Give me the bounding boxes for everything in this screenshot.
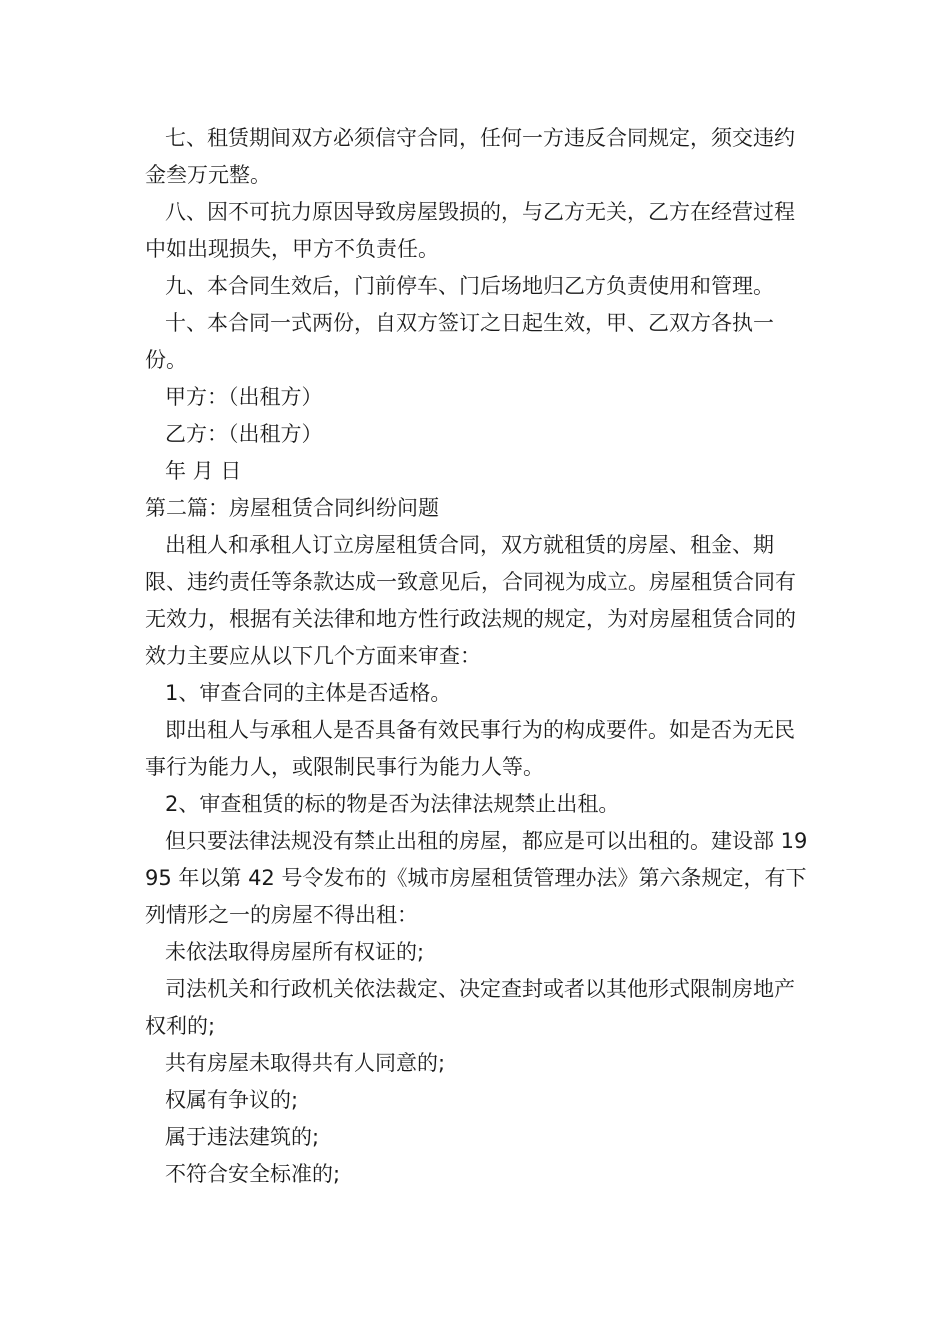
paragraph-point-2: 2、审查租赁的标的物是否为法律法规禁止出租。	[165, 792, 620, 816]
paragraph-point-1-detail: 即出租人与承租人是否具备有效民事行为的构成要件。如是否为无民事行为能力人，或限制民事行为能力人等。	[145, 718, 795, 779]
list-item: 属于违法建筑的;	[165, 1125, 320, 1149]
signature-party-b: 乙方：（出租方）	[165, 422, 323, 446]
list-item: 不符合安全标准的;	[165, 1162, 341, 1186]
document-body	[145, 120, 810, 1193]
paragraph-intro: 出租人和承租人订立房屋租赁合同，双方就租赁的房屋、租金、期限、违约责任等条款达成一致意见后，合同视为成立。房屋租赁合同有无效力，根据有关法律和地方性行政法规的规定，为对房屋租赁合同的效力主要应从以下几个方面来审查：	[145, 533, 796, 668]
signature-party-a: 甲方：（出租方）	[165, 385, 323, 409]
signature-date: 年 月 日	[165, 459, 242, 483]
list-item: 司法机关和行政机关依法裁定、决定查封或者以其他形式限制房地产权利的;	[145, 977, 795, 1038]
paragraph-point-2-detail: 但只要法律法规没有禁止出租的房屋，都应是可以出租的。建设部 1995 年以第 42 号令发布的《城市房屋租赁管理办法》第六条规定，有下列情形之一的房屋不得出租：	[145, 829, 808, 927]
list-item: 未依法取得房屋所有权证的;	[165, 940, 425, 964]
list-item: 权属有争议的;	[165, 1088, 299, 1112]
paragraph-clause-10: 十、本合同一式两份，自双方签订之日起生效，甲、乙双方各执一份。	[145, 311, 774, 372]
paragraph-clause-9: 九、本合同生效后，门前停车、门后场地归乙方负责使用和管理。	[165, 274, 774, 298]
paragraph-point-1: 1、审查合同的主体是否适格。	[165, 681, 452, 705]
list-item: 共有房屋未取得共有人同意的;	[165, 1051, 446, 1075]
paragraph-clause-8: 八、因不可抗力原因导致房屋毁损的，与乙方无关，乙方在经营过程中如出现损失，甲方不负责任。	[145, 200, 795, 261]
section-heading: 第二篇：房屋租赁合同纠纷问题	[145, 496, 439, 520]
paragraph-clause-7: 七、租赁期间双方必须信守合同，任何一方违反合同规定，须交违约金叁万元整。	[145, 126, 795, 187]
